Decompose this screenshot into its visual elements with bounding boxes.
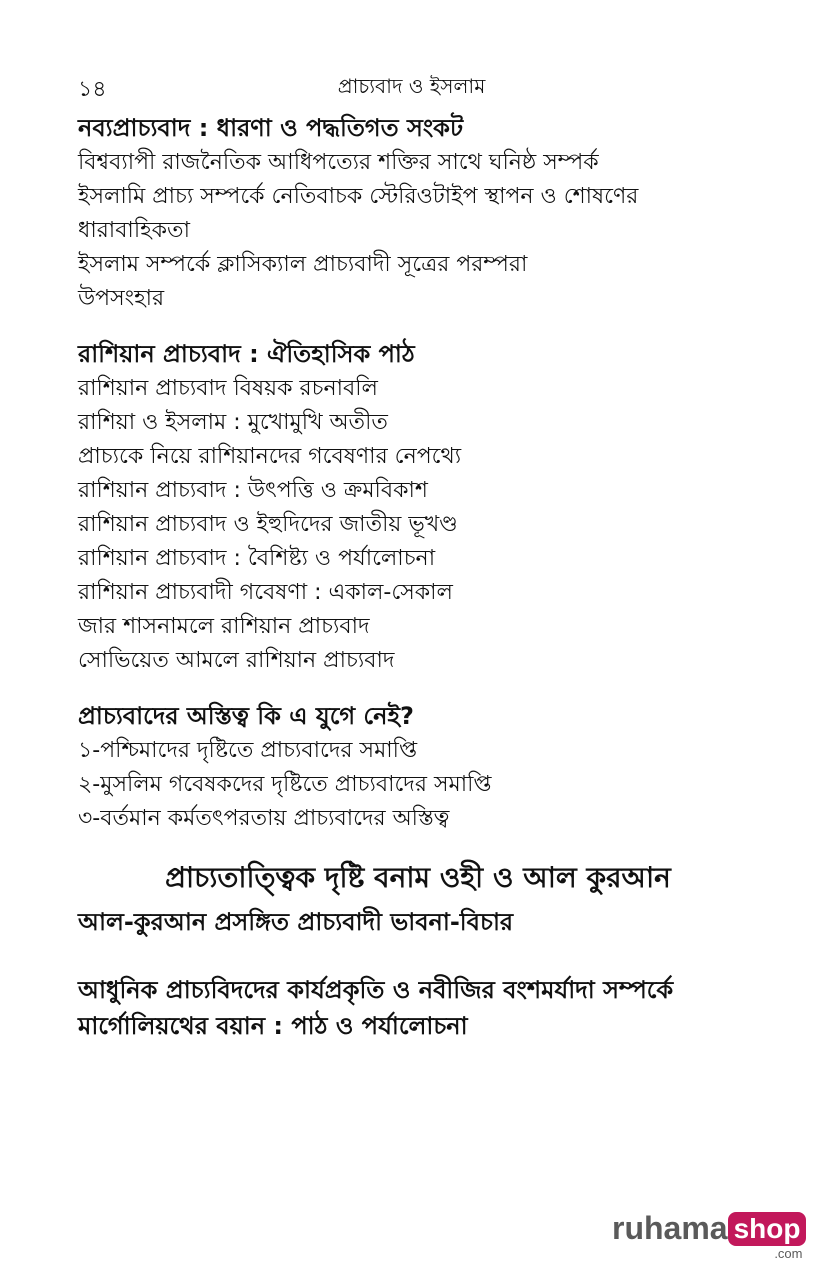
toc-item: ৩-বর্তমান কর্মতৎপরতায় প্রাচ্যবাদের অস্তিত্ব (78, 806, 450, 831)
toc-section-neo-orientalism (78, 110, 758, 316)
toc-item: বিশ্বব্যাপী রাজনৈতিক আধিপত্যের শক্তির সাথে ঘনিষ্ঠ সম্পর্ক (78, 150, 599, 175)
part-title: প্রাচ্যতাত্ত্বিক দৃষ্টি বনাম ওহী ও আল কুরআন (165, 861, 671, 894)
page-number: ১৪ (78, 77, 107, 102)
toc-content (78, 110, 758, 1044)
ruhamashop-watermark (612, 1210, 806, 1261)
watermark-badge: shop (728, 1212, 807, 1246)
toc-item: ২-মুসলিম গবেষকদের দৃষ্টিতে প্রাচ্যবাদের সমাপ্তি (78, 772, 492, 797)
section-heading: রাশিয়ান প্রাচ্যবাদ : ঐতিহাসিক পাঠ (78, 340, 415, 368)
toc-item: রাশিয়ান প্রাচ্যবাদ বিষয়ক রচনাবলি (78, 376, 378, 401)
toc-section-russian-orientalism (78, 336, 758, 678)
toc-item: জার শাসনামলে রাশিয়ান প্রাচ্যবাদ (78, 614, 370, 639)
toc-list (78, 734, 758, 836)
toc-item: ১-পশ্চিমাদের দৃষ্টিতে প্রাচ্যবাদের সমাপ্তি (78, 738, 418, 763)
section-heading: প্রাচ্যবাদের অস্তিত্ব কি এ যুগে নেই? (78, 702, 414, 730)
toc-item: রাশিয়ান প্রাচ্যবাদী গবেষণা : একাল-সেকাল (78, 580, 453, 605)
toc-item: রাশিয়ান প্রাচ্যবাদ : উৎপত্তি ও ক্রমবিকাশ (78, 478, 428, 503)
toc-section-existence (78, 698, 758, 836)
toc-item: রাশিয়া ও ইসলাম : মুখোমুখি অতীত (78, 410, 388, 435)
toc-item: উপসংহার (78, 286, 165, 311)
part-heading-margoliouth-line2: মার্গোলিয়থের বয়ান : পাঠ ও পর্যালোচনা (78, 1012, 468, 1040)
toc-item: সোভিয়েত আমলে রাশিয়ান প্রাচ্যবাদ (78, 648, 395, 673)
part-heading-quran: আল-কুরআন প্রসঙ্গিত প্রাচ্যবাদী ভাবনা-বিচার (78, 908, 514, 936)
watermark-brand: ruhama (612, 1210, 728, 1246)
page-header (78, 72, 745, 102)
section-heading: নব্যপ্রাচ্যবাদ : ধারণা ও পদ্ধতিগত সংকট (78, 114, 464, 142)
toc-item: ইসলাম সম্পর্কে ক্লাসিক্যাল প্রাচ্যবাদী সূত্রের পরম্পরা (78, 252, 528, 277)
part-heading-margoliouth-line1: আধুনিক প্রাচ্যবিদদের কার্যপ্রকৃতি ও নবীজির বংশমর্যাদা সম্পর্কে (78, 976, 674, 1004)
toc-list (78, 372, 758, 678)
running-title: প্রাচ্যবাদ ও ইসলাম (337, 74, 486, 98)
toc-part (78, 856, 758, 1044)
toc-item: রাশিয়ান প্রাচ্যবাদ : বৈশিষ্ট্য ও পর্যালোচনা (78, 546, 436, 571)
toc-item: রাশিয়ান প্রাচ্যবাদ ও ইহুদিদের জাতীয় ভূখণ্ড (78, 512, 458, 537)
toc-item: ধারাবাহিকতা (78, 218, 190, 243)
watermark-suffix: .com (774, 1246, 803, 1261)
toc-item: ইসলামি প্রাচ্য সম্পর্কে নেতিবাচক স্টেরিওটাইপ স্থাপন ও শোষণের (78, 184, 639, 209)
toc-list (78, 146, 758, 316)
toc-item: প্রাচ্যকে নিয়ে রাশিয়ানদের গবেষণার নেপথ্যে (78, 444, 462, 469)
